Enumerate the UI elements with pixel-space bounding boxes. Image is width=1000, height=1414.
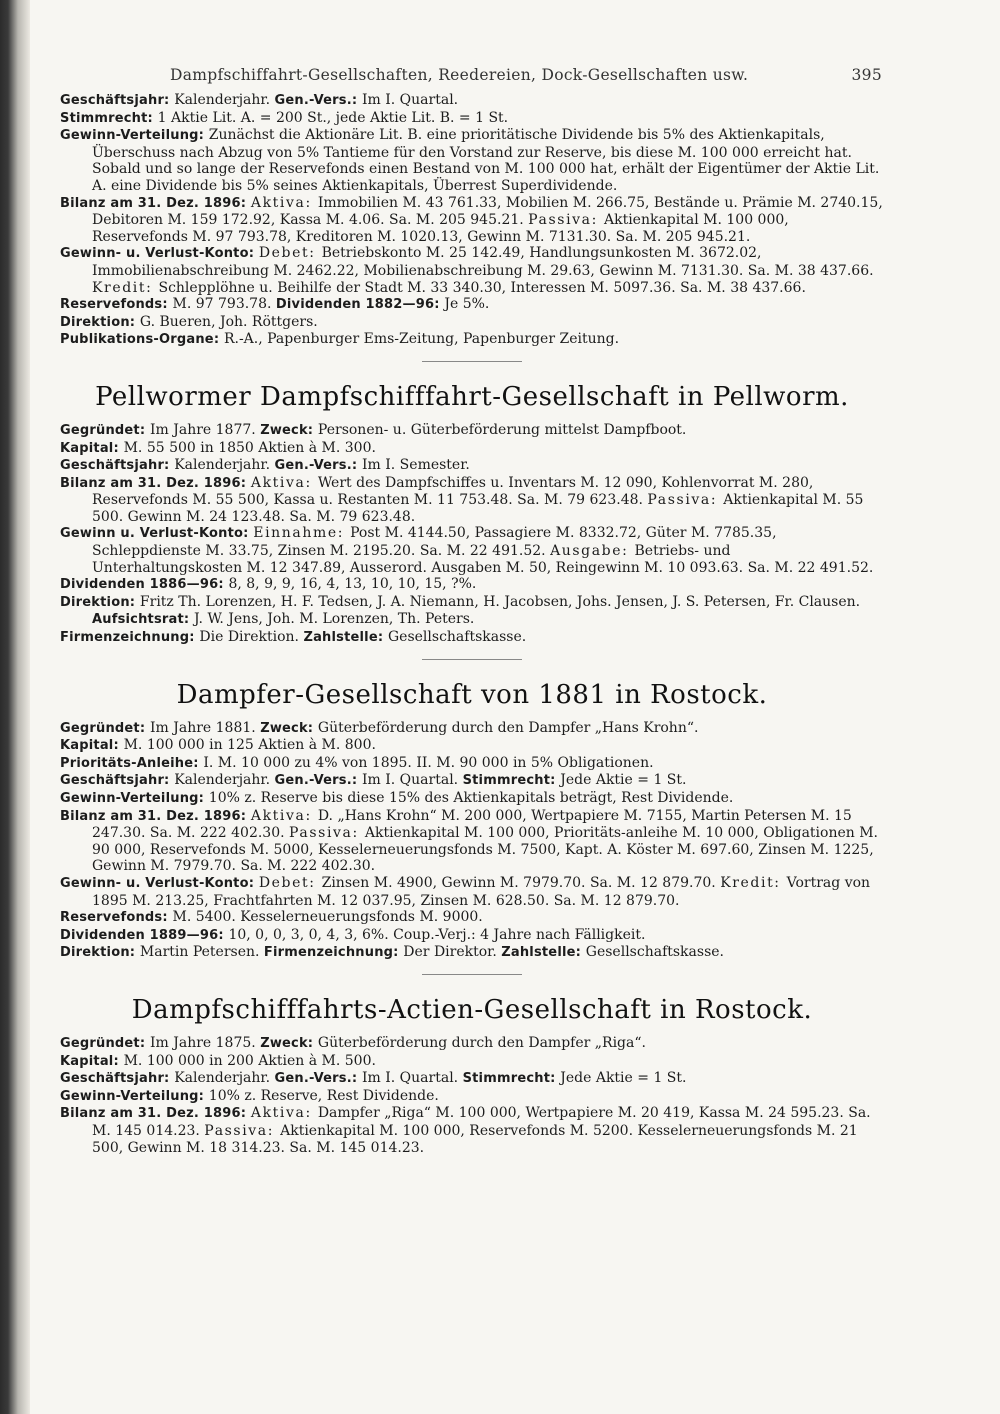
book-binding-edge <box>0 0 30 1414</box>
entry-line <box>60 1070 884 1088</box>
entry-line <box>60 909 884 927</box>
entry-line <box>60 875 884 909</box>
company-title: Dampfer-Gesellschaft von 1881 in Rostock. <box>176 679 768 710</box>
entry-text: I. M. 10 000 zu 4% von 1895. II. M. 90 000 in 5% Obligationen. <box>203 754 654 771</box>
company-entries <box>60 720 884 962</box>
account-side-label: Aktiva: <box>250 194 318 211</box>
entry-label: Kapital: <box>60 738 124 754</box>
entry-text: Schlepplöhne u. Beihilfe der Stadt M. 33 340.30, Interessen M. 5097.36. Sa. M. 38 437.66. <box>158 279 806 296</box>
entry-line <box>60 475 884 526</box>
entry-text: Im Jahre 1881. <box>149 719 261 736</box>
document-page <box>60 66 884 1156</box>
entry-label: Zweck: <box>260 1035 318 1051</box>
entry-line <box>60 576 884 594</box>
running-head <box>60 66 884 92</box>
entry-label: Bilanz am 31. Dez. 1896: <box>60 808 251 824</box>
page-number: 395 <box>851 66 882 84</box>
entry-label: Reservefonds: <box>60 910 173 926</box>
entry-text: G. Bueren, Joh. Röttgers. <box>139 313 318 330</box>
entry-text: Personen- u. Güterbeförderung mittelst Dampfboot. <box>317 421 687 438</box>
running-head-title: Dampfschiffahrt-Gesellschaften, Reedereien, Dock-Gesellschaften usw. <box>170 66 749 84</box>
entry-label: Direktion: <box>60 945 140 961</box>
entry-label: Aufsichtsrat: <box>92 612 195 628</box>
account-side-label: Passiva: <box>528 212 604 229</box>
entry-label: Bilanz am 31. Dez. 1896: <box>60 195 251 211</box>
company-section <box>60 361 884 647</box>
entry-label: Gewinn- u. Verlust-Konto: <box>60 246 259 262</box>
entry-label: Gegründet: <box>60 720 150 736</box>
entry-label: Stimmrecht: <box>60 110 158 126</box>
entry-label: Direktion: <box>60 314 140 330</box>
entry-line <box>60 127 884 194</box>
account-side-label: Passiva: <box>289 825 365 842</box>
entry-text: Betriebskonto M. 25 142.49, Handlungsunkosten M. 3672.02, Immobilienabschreibung M. 2462.22, Mobilienabschreibung M. 29.63, Gewinn M. 7131.30. Sa. M. 38 437.66. <box>92 245 874 279</box>
entry-label: Kapital: <box>60 440 124 456</box>
account-side-label: Passiva: <box>204 1122 281 1139</box>
entry-line <box>60 927 884 945</box>
entry-text: Je 5%. <box>444 296 490 313</box>
entry-text: Vortrag von 1895 M. 213.25, Frachtfahrten M. 12 037.95, Zinsen M. 628.50. Sa. M. 12 879.70. <box>92 874 871 909</box>
entry-text: Aktienkapital M. 100 000, Prioritäts-anleihe M. 10 000, Obligationen M. 90 000, Reservefonds M. 5000, Kesselerneuerungsfonds M. 7500, Kapt. A. Köster M. 697.60, Zinsen M. 1225, Gewinn M. 7979.70. Sa. M. 222 402.30. <box>92 825 879 875</box>
entry-text: Aktienkapital M. 100 000, Reservefonds M. 97 793.78, Kreditoren M. 1020.13, Gewinn M. 7131.30. Sa. M. 205 945.21. <box>92 212 789 245</box>
entry-label: Geschäftsjahr: <box>60 1071 175 1087</box>
entry-text: Im I. Semester. <box>362 457 470 474</box>
entry-label: Gen.-Vers.: <box>274 773 362 789</box>
entry-text: J. W. Jens, Joh. M. Lorenzen, Th. Peters. <box>194 611 475 628</box>
entry-line <box>60 737 884 755</box>
entry-line <box>60 440 884 458</box>
entry-label: Kapital: <box>60 1053 124 1069</box>
entry-label: Gewinn-Verteilung: <box>60 128 209 144</box>
account-side-label: Einnahme: <box>253 525 351 542</box>
entry-line <box>60 629 884 647</box>
account-side-label: Ausgabe: <box>550 543 635 560</box>
account-side-label: Aktiva: <box>250 474 318 491</box>
entry-line <box>60 720 884 738</box>
entry-line <box>60 314 884 332</box>
entry-label: Gegründet: <box>60 422 150 438</box>
entry-text: 8, 8, 9, 9, 16, 4, 13, 10, 10, 15, ?%. <box>228 576 477 593</box>
entry-text: 10, 0, 0, 3, 0, 4, 3, 6%. Coup.-Verj.: 4 Jahre nach Fälligkeit. <box>228 926 646 943</box>
entry-text: R.-A., Papenburger Ems-Zeitung, Papenburger Zeitung. <box>223 331 620 348</box>
entry-text: M. 55 500 in 1850 Aktien à M. 300. <box>123 439 376 456</box>
entry-text: Gesellschaftskasse. <box>387 629 527 646</box>
account-side-label: Passiva: <box>647 492 724 509</box>
account-side-label: Aktiva: <box>250 1105 318 1122</box>
entry-text: Der Direktor. <box>403 944 502 961</box>
entry-line <box>60 422 884 440</box>
entry-label: Dividenden 1882—96: <box>275 297 445 313</box>
entry-line <box>60 331 884 349</box>
company-section <box>60 659 884 962</box>
entry-text: Güterbeförderung durch den Dampfer „Hans Krohn“. <box>317 719 699 736</box>
entry-label: Gen.-Vers.: <box>274 93 362 108</box>
entry-line <box>60 594 884 629</box>
entry-text: D. „Hans Krohn“ M. 200 000, Wertpapiere M. 7155, Martin Petersen M. 15 247.30. Sa. M. 222 402.30. <box>92 807 852 842</box>
entry-text: 1 Aktie Lit. A. = 200 St., jede Aktie Lit. B. = 1 St. <box>157 109 509 126</box>
entry-label: Reservefonds: <box>60 297 173 313</box>
entry-line <box>60 245 884 296</box>
entry-text: Aktienkapital M. 100 000, Reservefonds M. 5200. Kesselerneuerungsfonds M. 21 500, Gewinn M. 18 314.23. Sa. M. 145 014.23. <box>92 1122 858 1156</box>
entry-text: Immobilien M. 43 761.33, Mobilien M. 266.75, Bestände u. Prämie M. 2740.15, Debitoren M. 159 172.92, Kassa M. 4.06. Sa. M. 205 945.21. <box>92 194 883 229</box>
account-side-label: Debet: <box>258 245 322 262</box>
entry-text: M. 5400. Kesselerneuerungsfonds M. 9000. <box>172 909 483 926</box>
account-side-label: Kredit: <box>92 279 159 296</box>
entry-text: Kalenderjahr. <box>174 457 275 474</box>
section-divider <box>422 361 522 362</box>
account-side-label: Debet: <box>258 874 322 891</box>
entry-text: Im I. Quartal. <box>362 772 463 789</box>
entry-label: Firmenzeichnung: <box>60 630 200 646</box>
entry-line <box>60 110 884 128</box>
entry-text: Zunächst die Aktionäre Lit. B. eine prioritätische Dividende bis 5% des Aktienkapitals, Überschuss nach Abzug von 5% Tantieme für den Vorstand zur Reserve, bis diese M. 100 000 erreicht hat. Sobald und so lange der Reservefonds einen Bestand von M. 100 000 hat, erhält der Eigentümer der Aktie Lit. A. eine Dividende bis 5% seines Aktienkapitals, Überrest Superdividende. <box>92 127 880 194</box>
entry-line <box>60 1105 884 1156</box>
entry-text: Post M. 4144.50, Passagiere M. 8332.72, Güter M. 7785.35, Schleppdienste M. 33.75, Zinsen M. 2195.20. Sa. M. 22 491.52. <box>92 525 777 560</box>
entry-text: 10% z. Reserve bis diese 15% des Aktienkapitals beträgt, Rest Dividende. <box>208 790 734 806</box>
entry-text: Gesellschaftskasse. <box>585 944 724 961</box>
entry-label: Publikations-Organe: <box>60 332 224 348</box>
entry-label: Prioritäts-Anleihe: <box>60 755 204 771</box>
entry-label: Gen.-Vers.: <box>274 458 362 474</box>
entry-label: Gegründet: <box>60 1035 150 1051</box>
company-section <box>60 974 884 1156</box>
entry-text: Im I. Quartal. <box>362 1070 463 1087</box>
entry-label: Bilanz am 31. Dez. 1896: <box>60 475 251 491</box>
entry-text: Zinsen M. 4900, Gewinn M. 7979.70. Sa. M. 12 879.70. <box>321 874 721 891</box>
entry-line <box>60 808 884 875</box>
entry-label: Geschäftsjahr: <box>60 458 175 474</box>
entry-text: Kalenderjahr. <box>174 1070 275 1087</box>
entry-text: M. 100 000 in 125 Aktien à M. 800. <box>123 737 376 754</box>
entry-text: Fritz Th. Lorenzen, H. F. Tedsen, J. A. Niemann, H. Jacobsen, Johs. Jensen, J. S. Petersen, Fr. Clausen. <box>139 593 861 610</box>
page-content <box>60 92 884 1156</box>
entry-label: Stimmrecht: <box>462 1071 561 1087</box>
entry-label: Geschäftsjahr: <box>60 93 175 108</box>
entry-label: Dividenden 1889—96: <box>60 927 229 943</box>
company-title: Dampfschifffahrts-Actien-Gesellschaft in Rostock. <box>131 994 813 1025</box>
entry-label: Gewinn u. Verlust-Konto: <box>60 526 254 542</box>
entry-line <box>60 755 884 773</box>
entry-line <box>60 1035 884 1053</box>
entry-text: M. 100 000 in 200 Aktien à M. 500. <box>123 1052 376 1069</box>
company-entries <box>60 92 884 349</box>
company-section <box>60 92 884 349</box>
entry-text: Im Jahre 1875. <box>149 1034 261 1051</box>
entry-label: Zweck: <box>260 720 318 736</box>
entry-text: Jede Aktie = 1 St. <box>560 772 687 789</box>
entry-line <box>60 944 884 962</box>
entry-label: Firmenzeichnung: <box>263 945 404 961</box>
entry-label: Gen.-Vers.: <box>274 1071 362 1087</box>
account-side-label: Aktiva: <box>250 807 318 824</box>
entry-label: Gewinn- u. Verlust-Konto: <box>60 875 259 891</box>
entry-text: Dampfer „Riga“ M. 100 000, Wertpapiere M. 20 419, Kassa M. 24 595.23. Sa. M. 145 014.23. <box>92 1105 871 1139</box>
entry-label: Gewinn-Verteilung: <box>60 1088 209 1104</box>
entry-label: Stimmrecht: <box>462 773 561 789</box>
entry-text: Aktienkapital M. 55 500. Gewinn M. 24 123.48. Sa. M. 79 623.48. <box>92 492 864 525</box>
entry-text: 10% z. Reserve, Rest Dividende. <box>208 1087 439 1104</box>
entry-line <box>60 195 884 246</box>
section-divider <box>422 974 522 975</box>
entry-text: M. 97 793.78. <box>172 296 276 313</box>
account-side-label: Kredit: <box>720 874 787 891</box>
entry-label: Zahlstelle: <box>303 630 388 646</box>
entry-line <box>60 296 884 314</box>
entry-line <box>60 772 884 790</box>
entry-text: Wert des Dampfschiffes u. Inventars M. 12 090, Kohlenvorrat M. 280, Reservefonds M. 55 500, Kassa u. Restanten M. 11 753.48. Sa. M. 79 623.48. <box>92 474 814 509</box>
entry-text: Im Jahre 1877. <box>149 421 261 438</box>
company-entries <box>60 422 884 647</box>
entry-text: Güterbeförderung durch den Dampfer „Riga“. <box>317 1034 646 1051</box>
entry-line <box>60 790 884 808</box>
section-divider <box>422 659 522 660</box>
entry-label: Gewinn-Verteilung: <box>60 791 209 806</box>
company-title: Pellwormer Dampfschifffahrt-Gesellschaft in Pellworm. <box>95 381 849 412</box>
entry-line <box>60 525 884 576</box>
entry-line <box>60 457 884 475</box>
entry-text: Die Direktion. <box>199 629 304 646</box>
entry-line <box>60 1053 884 1071</box>
entry-text: Betriebs- und Unterhaltungskosten M. 12 347.89, Ausserord. Ausgaben M. 50, Reingewinn M. 10 093.63. Sa. M. 22 491.52. <box>92 543 874 576</box>
entry-line <box>60 1088 884 1106</box>
entry-text: Kalenderjahr. <box>174 772 275 789</box>
entry-text: Im I. Quartal. <box>362 92 459 108</box>
entry-label: Zahlstelle: <box>501 945 586 961</box>
entry-label: Geschäftsjahr: <box>60 773 175 789</box>
entry-text: Kalenderjahr. <box>174 92 275 108</box>
company-entries <box>60 1035 884 1156</box>
entry-line <box>60 92 884 110</box>
entry-text: Martin Petersen. <box>139 944 264 961</box>
entry-text: Jede Aktie = 1 St. <box>560 1070 687 1087</box>
entry-label: Zweck: <box>260 422 318 438</box>
entry-label: Bilanz am 31. Dez. 1896: <box>60 1106 251 1122</box>
entry-label: Direktion: <box>60 594 140 610</box>
entry-label: Dividenden 1886—96: <box>60 577 229 593</box>
